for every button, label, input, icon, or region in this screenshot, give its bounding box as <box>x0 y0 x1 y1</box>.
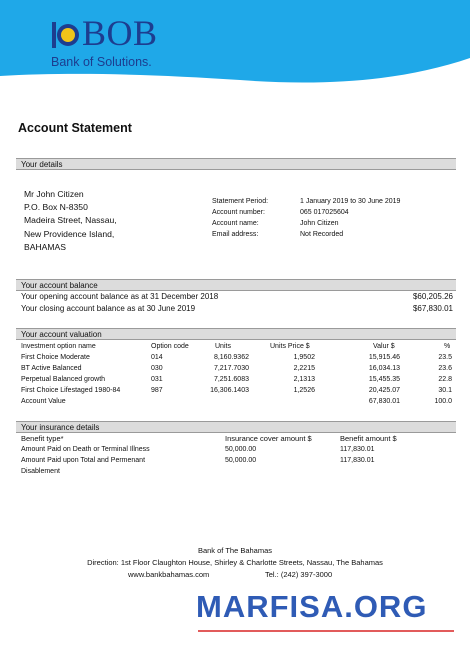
table-cell: BT Active Balanced <box>21 365 82 372</box>
footer-phone: Tel.: (242) 397-3000 <box>265 570 333 579</box>
col-header: Valur $ <box>373 343 395 350</box>
account-value-total: 67,830.01 <box>368 398 400 405</box>
table-cell: 22.8 <box>438 376 452 383</box>
table-cell: Disablement <box>21 468 60 475</box>
table-cell: 8,160.9362 <box>213 354 249 361</box>
table-cell: 23.6 <box>438 365 452 372</box>
table-cell: 030 <box>151 365 163 372</box>
col-header: Option code <box>151 343 189 350</box>
footer-bank-name: Bank of The Bahamas <box>197 546 273 555</box>
table-cell: 7,251.6083 <box>213 376 249 383</box>
table-cell: 117,830.01 <box>340 446 375 453</box>
closing-balance-label: Your closing account balance as at 30 June 2019 <box>21 304 196 313</box>
meta-value: 065 017025604 <box>300 209 349 216</box>
opening-balance-label: Your opening account balance as at 31 December 2018 <box>21 292 219 301</box>
footer-website: www.bankbahamas.com <box>128 570 210 579</box>
page-title: Account Statement <box>18 121 132 135</box>
table-cell: 117,830.01 <box>340 457 375 464</box>
table-cell: 2,1313 <box>293 376 315 383</box>
table-cell: 031 <box>151 376 163 383</box>
col-header: Benefit amount $ <box>340 434 397 443</box>
section-bar-balance: Your account balance <box>16 279 456 291</box>
meta-value: Not Recorded <box>300 231 344 238</box>
table-cell: First Choice Moderate <box>21 354 90 361</box>
section-bar-valuation: Your account valuation <box>16 328 456 340</box>
col-header: Investment option name <box>21 343 96 350</box>
table-cell: Amount Paid on Death or Terminal Illness <box>21 446 150 453</box>
address-line: Madeira Street, Nassau, <box>24 215 117 226</box>
opening-balance-row <box>21 291 453 302</box>
header-band <box>0 0 470 95</box>
table-cell: 1,2526 <box>293 387 315 394</box>
table-cell: 014 <box>151 354 163 361</box>
table-cell: 987 <box>151 387 163 394</box>
watermark-text: MARFISA.ORG <box>196 589 428 624</box>
address-line: New Providence Island, <box>24 228 115 239</box>
table-cell: 7,217.7030 <box>213 365 249 372</box>
table-cell: 2,2215 <box>293 365 315 372</box>
opening-balance-value: $60,205.26 <box>412 292 453 301</box>
address-line: Mr John Citizen <box>24 189 84 199</box>
table-cell: 50,000.00 <box>225 457 257 464</box>
footer-address: Direction: 1st Floor Claughton House, Shirley & Charlotte Streets, Nassau, The Bahamas <box>87 558 383 567</box>
watermark-underline <box>198 630 454 632</box>
closing-balance-value: $67,830.01 <box>412 304 453 313</box>
customer-address <box>24 188 117 254</box>
address-line: BAHAMAS <box>24 241 67 252</box>
table-cell: Perpetual Balanced growth <box>21 376 106 383</box>
statement-meta-labels <box>212 196 268 240</box>
meta-label: Statement Period: <box>212 198 269 205</box>
table-cell: 15,915.46 <box>368 354 400 361</box>
table-cell: 1,9502 <box>293 354 315 361</box>
col-header: Insurance cover amount $ <box>225 434 312 443</box>
account-value-pct: 100.0 <box>434 398 452 405</box>
table-cell: 16,034.13 <box>368 365 400 372</box>
section-bar-details: Your details <box>16 158 456 170</box>
meta-label: Account name: <box>212 220 259 227</box>
meta-label: Account number: <box>212 209 265 216</box>
statement-meta-values <box>300 196 400 240</box>
col-header: Units Price $ <box>270 343 310 350</box>
meta-label: Email address: <box>212 231 259 238</box>
col-header: Units <box>215 343 231 350</box>
table-cell: 16,306.1403 <box>210 387 249 394</box>
address-line: P.O. Box N-8350 <box>24 202 88 213</box>
table-cell: 50,000.00 <box>225 446 257 453</box>
closing-balance-row <box>21 303 453 314</box>
table-cell: 30.1 <box>438 387 452 394</box>
table-cell: 15,455.35 <box>368 376 400 383</box>
table-cell: Amount Paid upon Total and Permenant <box>21 457 146 464</box>
bank-logo-icon <box>50 20 80 50</box>
col-header: Benefit type* <box>21 434 64 443</box>
section-bar-insurance: Your insurance details <box>16 421 456 433</box>
brand-name: BOB <box>82 13 158 53</box>
brand-tagline: Bank of Solutions. <box>51 55 152 69</box>
meta-value: 1 January 2019 to 30 June 2019 <box>300 198 401 205</box>
meta-value: John Citizen <box>300 220 339 227</box>
col-header: % <box>444 343 451 350</box>
table-cell: 20,425.07 <box>368 387 400 394</box>
table-cell: 23.5 <box>438 354 452 361</box>
table-cell: First Choice Lifestaged 1980-84 <box>21 387 121 394</box>
account-value-label: Account Value <box>21 398 66 405</box>
